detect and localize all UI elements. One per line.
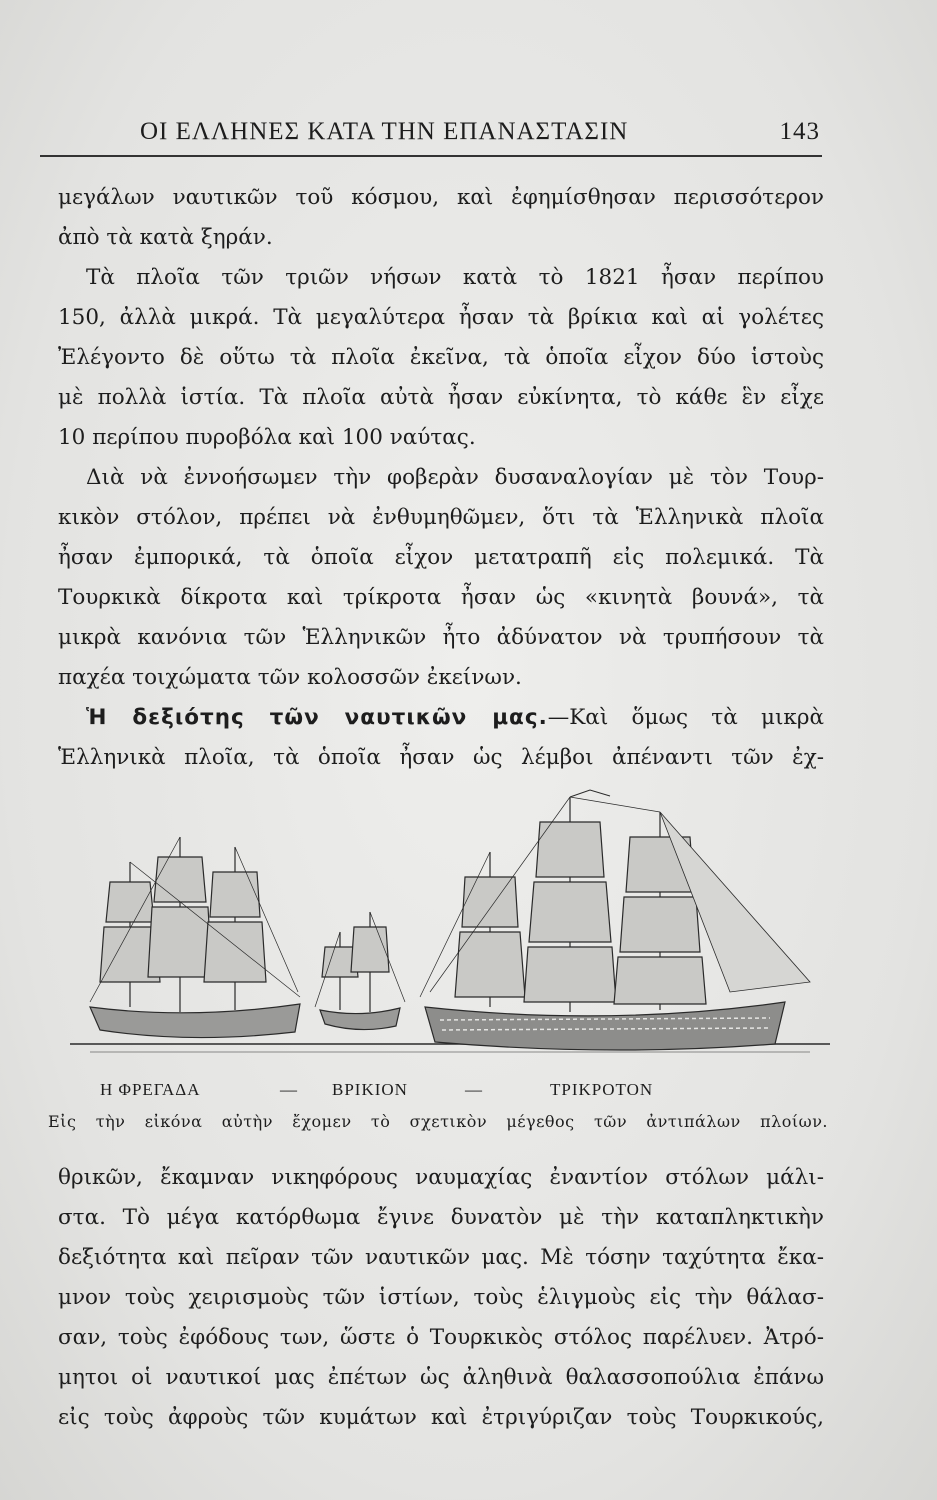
running-title: ΟΙ ΕΛΛΗΝΕΣ ΚΑΤΑ ΤΗΝ ΕΠΑΝΑΣΤΑΣΙΝ: [140, 118, 629, 145]
text-line: Ἑλληνικὰ πλοῖα, τὰ ὁποῖα ἦσαν ὡς λέμβοι ἀπέναντι τῶν ἐχ-: [58, 745, 824, 770]
label-brig: ΒΡΙΚΙΟΝ: [332, 1080, 408, 1099]
text-line: παχέα τοιχώματα τῶν κολοσσῶν ἐκείνων.: [58, 665, 522, 690]
body-text-bottom: [58, 1158, 824, 1438]
text-line: κικὸν στόλον, πρέπει νὰ ἐνθυμηθῶμεν, ὅτι τὰ Ἑλληνικὰ πλοῖα: [58, 505, 824, 530]
text-line: εἰς τοὺς ἀφροὺς τῶν κυμάτων καὶ ἐτριγύριζαν τοὺς Τουρκικούς,: [58, 1405, 824, 1430]
page-number: 143: [779, 118, 820, 145]
label-dash: —: [465, 1080, 483, 1099]
label-frigate: Η ΦΡΕΓΑΔΑ: [100, 1080, 201, 1099]
text-line: 10 περίπου πυροβόλα καὶ 100 ναύτας.: [58, 425, 476, 450]
text-line: μεγάλων ναυτικῶν τοῦ κόσμου, καὶ ἐφημίσθησαν περισσότερον: [58, 185, 824, 210]
text-line: θρικῶν, ἔκαμναν νικηφόρους ναυμαχίας ἐναντίον στόλων μάλι-: [58, 1165, 824, 1190]
three-decker-ship-drawing: [420, 790, 810, 1050]
text-line: μικρὰ κανόνια τῶν Ἑλληνικῶν ἦτο ἀδύνατον νὰ τρυπήσουν τὰ: [58, 625, 824, 650]
body-text-top: [58, 178, 824, 778]
text-line: μὲ πολλὰ ἱστία. Τὰ πλοῖα αὐτὰ ἦσαν εὐκίνητα, τὸ κάθε ἓν εἶχε: [58, 385, 824, 410]
page-header: [140, 118, 820, 154]
text-line: σαν, τοὺς ἐφόδους των, ὥστε ὁ Τουρκικὸς στόλος παρέλυεν. Ἀτρό-: [58, 1325, 824, 1350]
header-rule: [40, 155, 822, 157]
figure-caption: Εἰς τὴν εἰκόνα αὐτὴν ἔχομεν τὸ σχετικὸν μέγεθος τῶν ἀντιπάλων πλοίων.: [48, 1112, 828, 1131]
text-line: ἀπὸ τὰ κατὰ ξηράν.: [58, 225, 273, 250]
ships-illustration: [70, 782, 830, 1082]
text-line: δεξιότητα καὶ πεῖραν τῶν ναυτικῶν μας. Μὲ τόσην ταχύτητα ἔκα-: [58, 1245, 824, 1270]
label-three-decker: ΤΡΙΚΡΟΤΟΝ: [550, 1080, 654, 1099]
brig-ship-drawing: [315, 912, 405, 1030]
text-line: Τὰ πλοῖα τῶν τριῶν νήσων κατὰ τὸ 1821 ἦσαν περίπου: [86, 265, 824, 290]
text-line: Τουρκικὰ δίκροτα καὶ τρίκροτα ἦσαν ὡς «κινητὰ βουνά», τὰ: [58, 585, 824, 610]
label-dash: —: [280, 1080, 298, 1099]
figure-labels: [100, 1080, 700, 1106]
text-line: 150, ἀλλὰ μικρά. Τὰ μεγαλύτερα ἦσαν τὰ βρίκια καὶ αἱ γολέτες: [58, 305, 824, 330]
text-line: ἦσαν ἐμπορικά, τὰ ὁποῖα εἶχον μετατραπῆ εἰς πολεμικά. Τὰ: [58, 545, 824, 570]
section-lead-line: [58, 698, 824, 738]
text-line: Διὰ νὰ ἐννοήσωμεν τὴν φοβερὰν δυσαναλογίαν μὲ τὸν Τουρ-: [86, 465, 824, 490]
text-line: μνον τοὺς χειρισμοὺς τῶν ἱστίων, τοὺς ἑλιγμοὺς εἰς τὴν θάλασ-: [58, 1285, 824, 1310]
text-line: μητοι οἱ ναυτικοί μας ἐπέτων ὡς ἀληθινὰ θαλασσοπούλια ἐπάνω: [58, 1365, 824, 1390]
text-line: Ἐλέγοντο δὲ οὕτω τὰ πλοῖα ἐκεῖνα, τὰ ὁποῖα εἶχον δύο ἱστοὺς: [58, 345, 824, 370]
text-line: στα. Τὸ μέγα κατόρθωμα ἔγινε δυνατὸν μὲ τὴν καταπληκτικὴν: [58, 1205, 824, 1230]
section-heading: Ἡ δεξιότης τῶν ναυτικῶν μας.: [86, 705, 548, 730]
section-lead-rest: —Καὶ ὅμως τὰ μικρὰ: [547, 705, 824, 730]
frigate-ship-drawing: [90, 837, 300, 1038]
